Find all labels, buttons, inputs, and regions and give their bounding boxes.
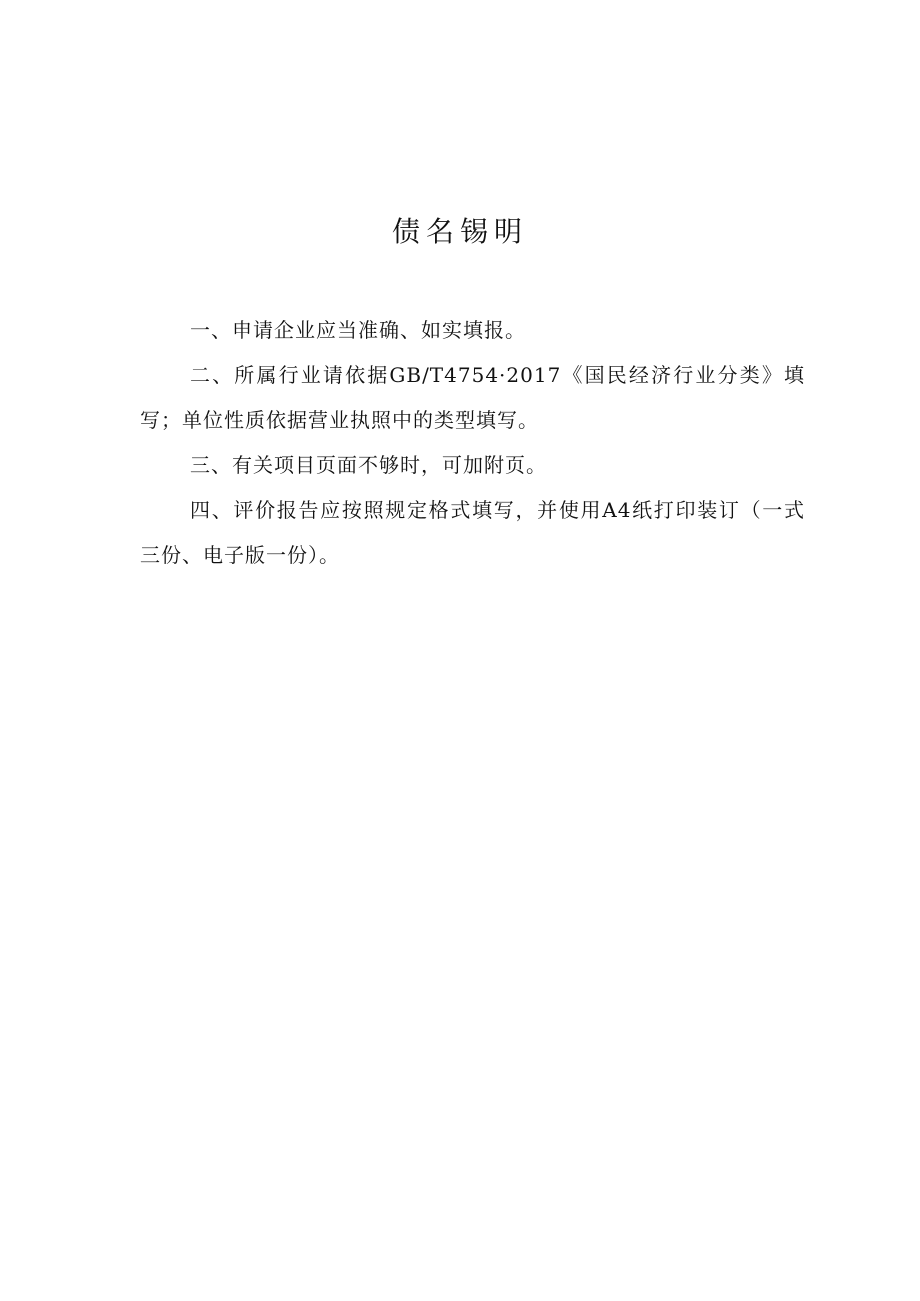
- instruction-item-4: 四、评价报告应按照规定格式填写，并使用A4纸打印装订（一式三份、电子版一份）。: [140, 498, 805, 567]
- instruction-item-3: 三、有关项目页面不够时，可加附页。: [190, 453, 547, 477]
- instruction-item-2: 二、所属行业请依据GB/T4754·2017《国民经济行业分类》填写；单位性质依据营业执照中的类型填写。: [140, 363, 805, 432]
- document-title: 债名锡明: [391, 215, 528, 248]
- instructions-body: [140, 308, 805, 578]
- instruction-item-1: 一、申请企业应当准确、如实填报。: [190, 318, 526, 342]
